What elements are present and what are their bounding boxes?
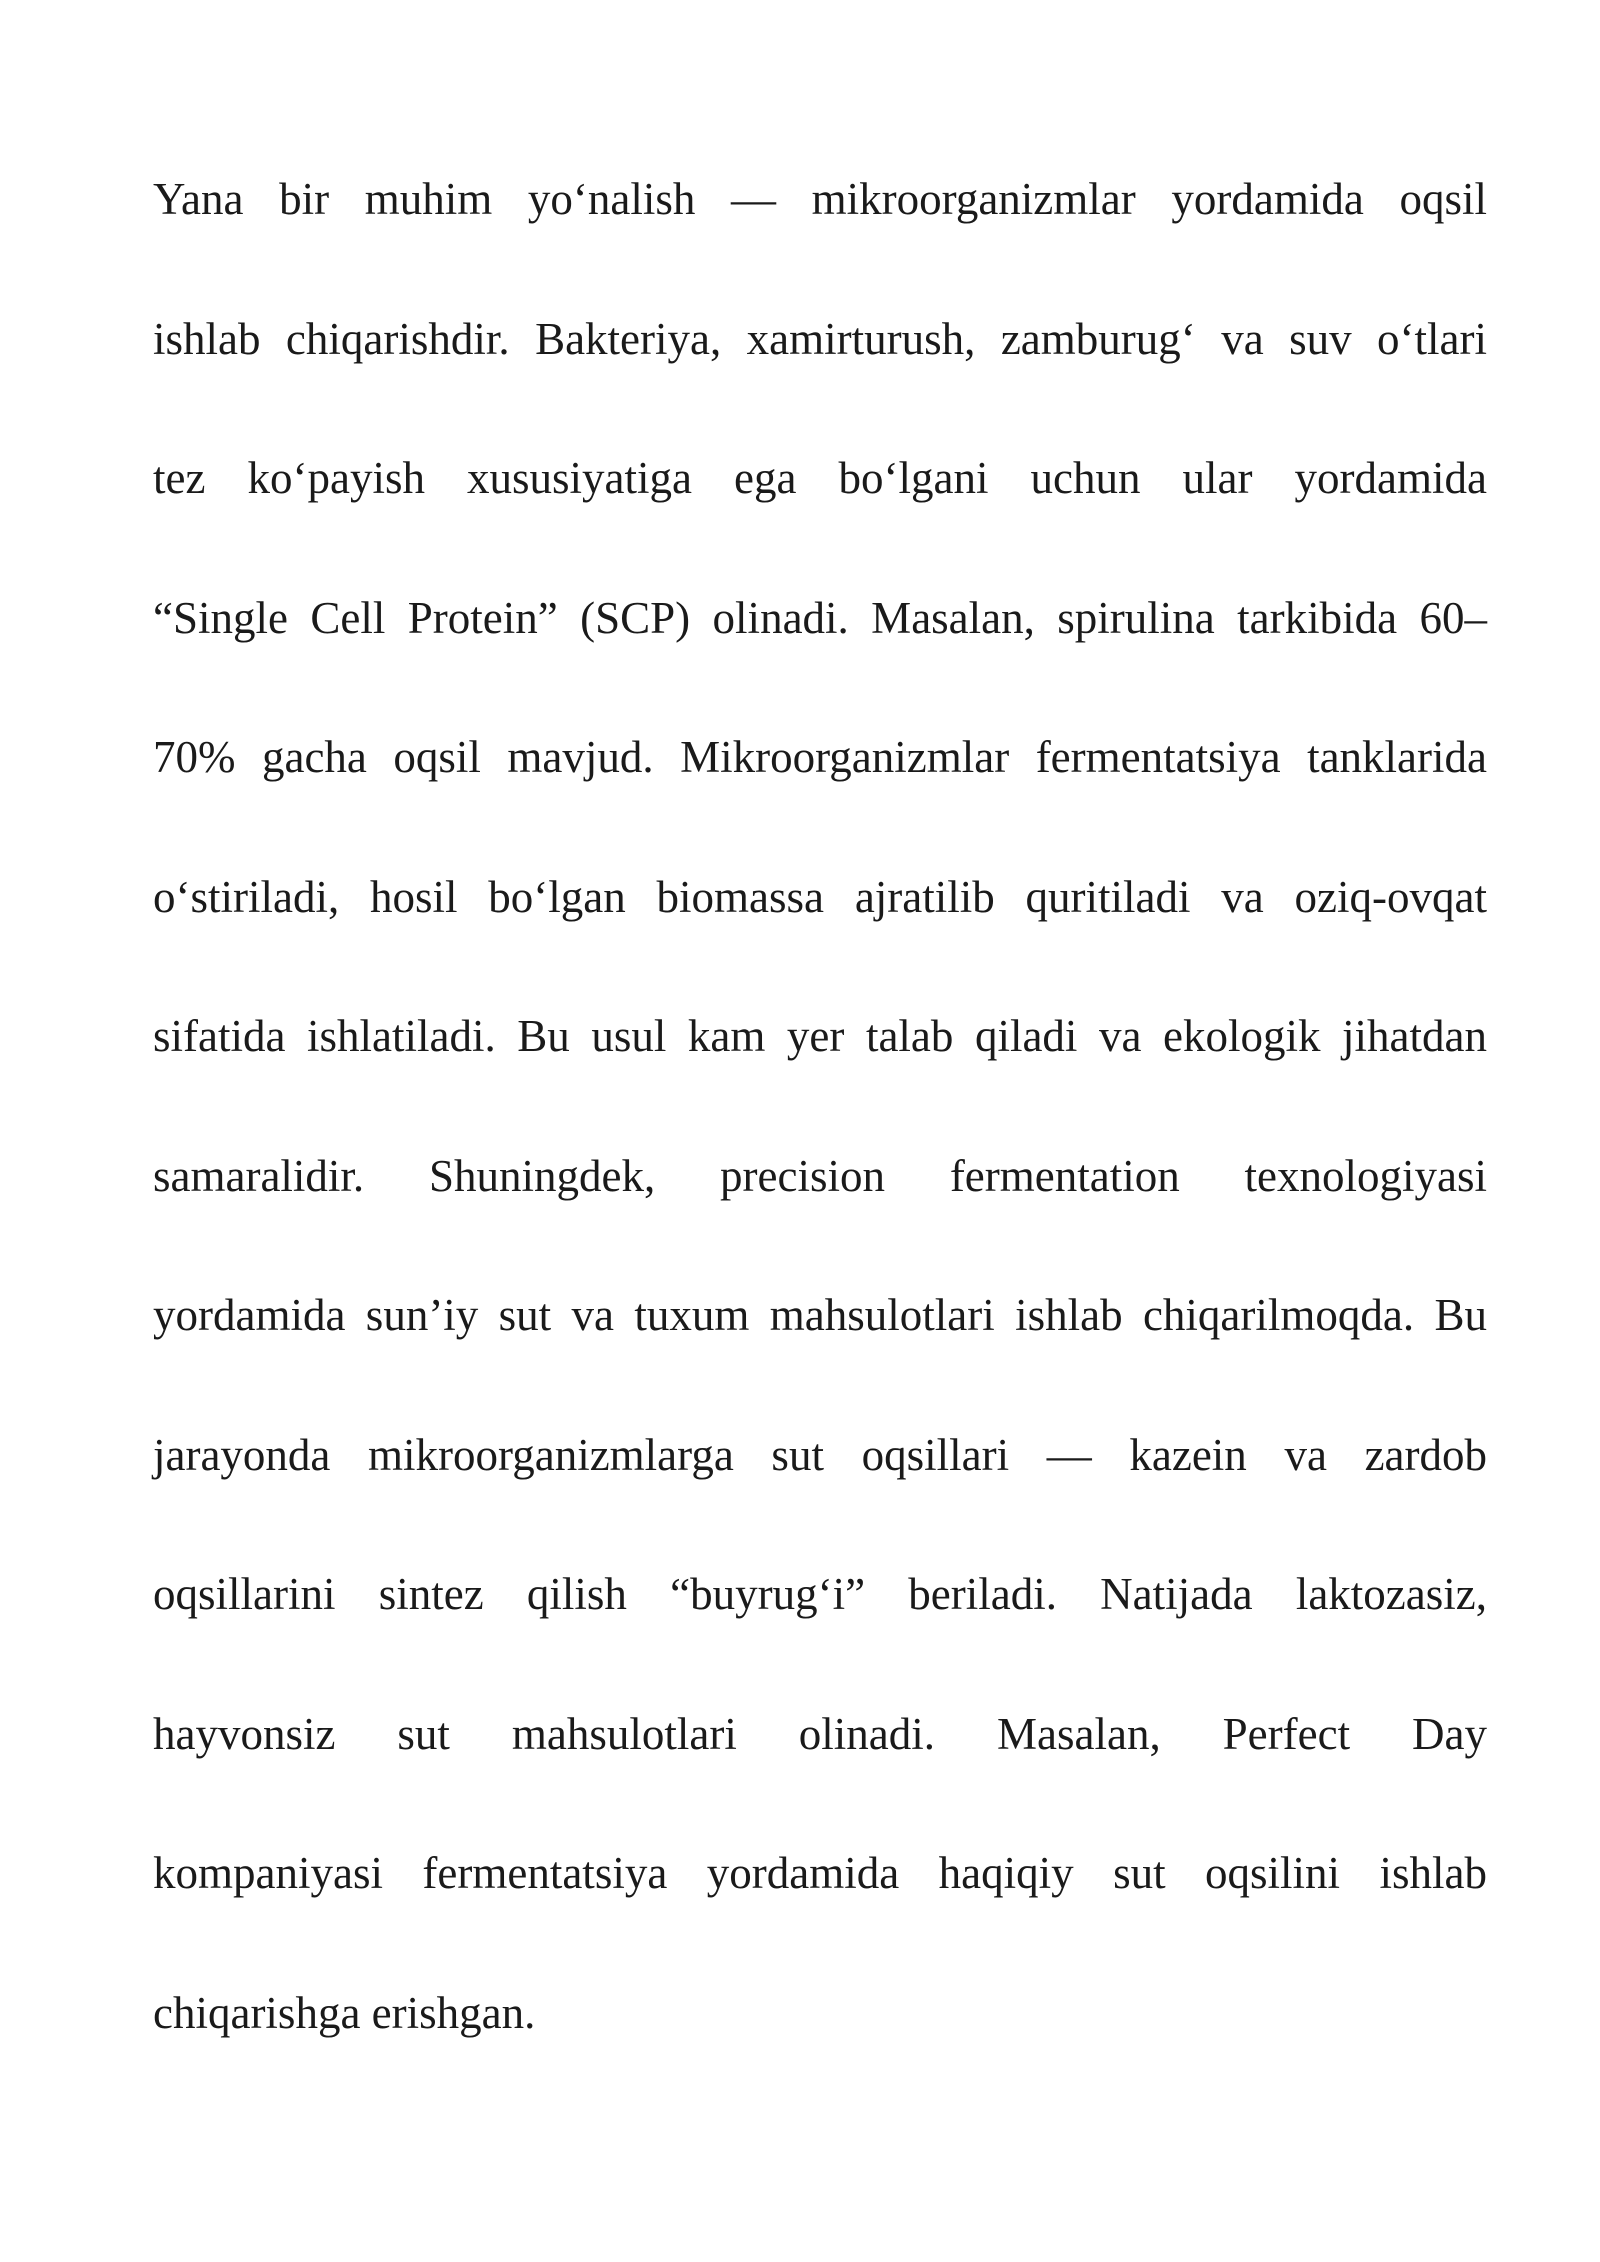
- paragraph-line-9: yordamida sun’iy sut va tuxum mahsulotlari ishlab chiqarilmoqda. Bu: [153, 1290, 1487, 1340]
- paragraph-line-12: hayvonsiz sut mahsulotlari olinadi. Masalan, Perfect Day: [153, 1708, 1487, 1759]
- paragraph-line-11: oqsillarini sintez qilish “buyrug‘i” beriladi. Natijada laktozasiz,: [153, 1569, 1487, 1619]
- paragraph-line-3: tez ko‘payish xususiyatiga ega bo‘lgani uchun ular yordamida: [153, 453, 1487, 503]
- paragraph-line-6: o‘stiriladi, hosil bo‘lgan biomassa ajratilib quritiladi va oziq-ovqat: [153, 871, 1487, 922]
- paragraph-line-8: samaralidir. Shuningdek, precision fermentation texnologiyasi: [153, 1150, 1487, 1201]
- body-paragraph: [153, 130, 1487, 2083]
- paragraph-line-2: ishlab chiqarishdir. Bakteriya, xamirturush, zamburug‘ va suv o‘tlari: [153, 313, 1487, 364]
- paragraph-line-14: chiqarishga erishgan.: [153, 1987, 536, 2038]
- paragraph-line-10: jarayonda mikroorganizmlarga sut oqsillari — kazein va zardob: [153, 1429, 1487, 1480]
- paragraph-line-4: “Single Cell Protein” (SCP) olinadi. Masalan, spirulina tarkibida 60–: [153, 592, 1487, 643]
- paragraph-line-5: 70% gacha oqsil mavjud. Mikroorganizmlar fermentatsiya tanklarida: [153, 732, 1487, 782]
- paragraph-line-13: kompaniyasi fermentatsiya yordamida haqiqiy sut oqsilini ishlab: [153, 1848, 1487, 1898]
- paragraph-line-7: sifatida ishlatiladi. Bu usul kam yer talab qiladi va ekologik jihatdan: [153, 1011, 1487, 1061]
- paragraph-line-1: Yana bir muhim yo‘nalish — mikroorganizmlar yordamida oqsil: [153, 174, 1487, 224]
